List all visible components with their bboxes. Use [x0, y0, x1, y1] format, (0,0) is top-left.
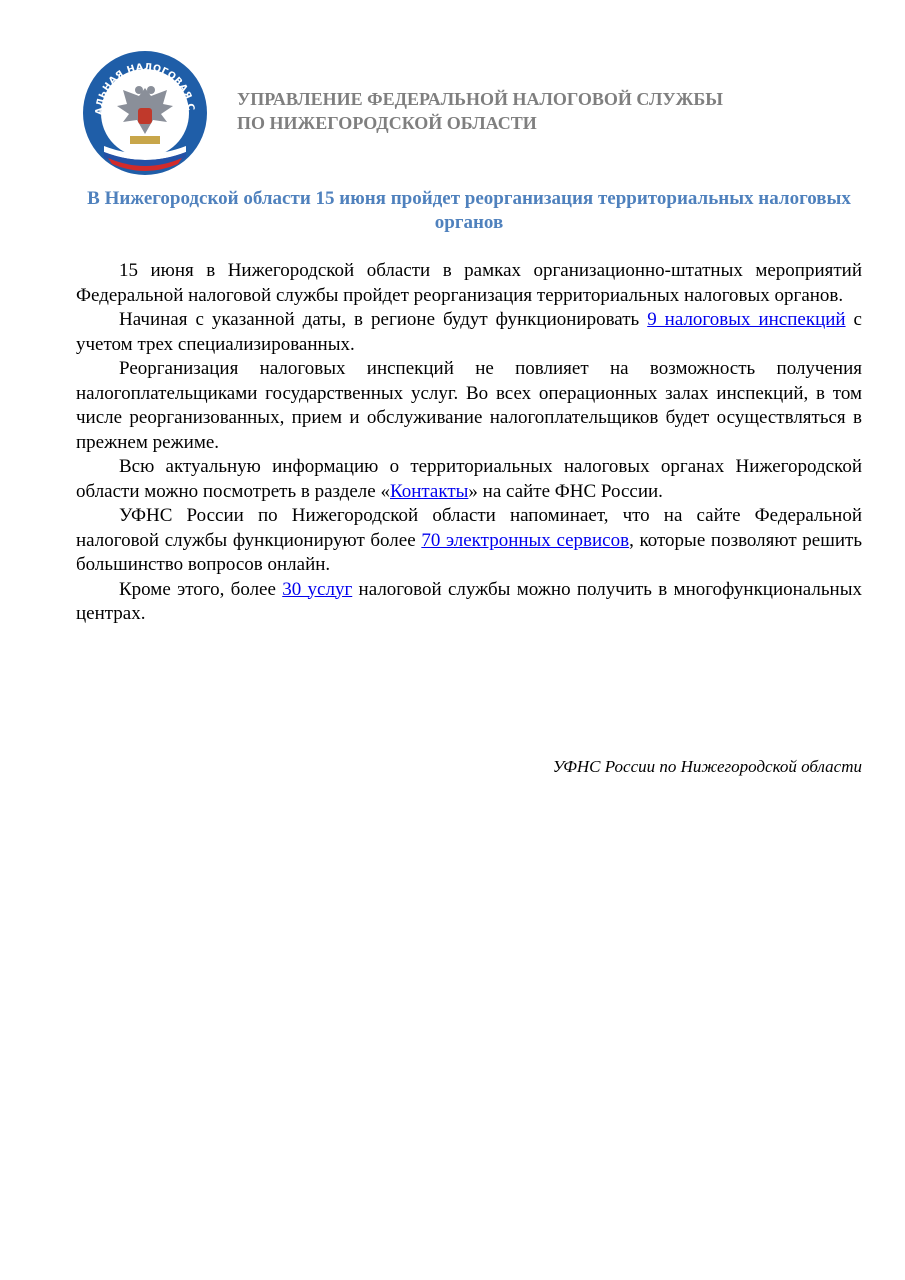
paragraph-6-text: Кроме этого, более [119, 578, 283, 600]
signature: УФНС России по Нижегородской области [552, 757, 862, 776]
paragraph-1: 15 июня в Нижегородской области в рамках организационно-штатных мероприятий Федеральной налоговой службы пройдет реорганизация территориальных налоговых органов. [76, 260, 862, 306]
paragraph-4 [76, 455, 862, 504]
services-link[interactable]: 30 услуг [282, 578, 353, 600]
paragraph-5-text-end: , которые позволяют решить большинство вопросов онлайн. [76, 529, 862, 575]
organization-name [237, 87, 723, 135]
e-services-link[interactable]: 70 электронных сервисов [421, 529, 630, 551]
article-body [76, 259, 862, 627]
org-line-2: ПО НИЖЕГОРОДСКОЙ ОБЛАСТИ [237, 113, 537, 133]
paragraph-4-text: Всю актуальную информацию о территориальных налоговых органах Нижегородской области можно посмотреть в разделе « [76, 456, 862, 502]
paragraph-4-text-end: » на сайте ФНС России. [468, 480, 663, 502]
fns-emblem-logo [82, 50, 208, 176]
paragraph-6 [76, 578, 862, 627]
paragraph-2-text-end: с учетом трех специализированных. [76, 309, 862, 355]
emblem-text: АЛЬНАЯ НАЛОГОВАЯ С [93, 61, 197, 116]
contacts-link[interactable]: Контакты [389, 480, 469, 502]
paragraph-5-text: УФНС России по Нижегородской области напоминает, что на сайте Федеральной налоговой службы функционируют более [76, 505, 862, 551]
org-line-1: УПРАВЛЕНИЕ ФЕДЕРАЛЬНОЙ НАЛОГОВОЙ СЛУЖБЫ [237, 89, 723, 109]
paragraph-5 [76, 504, 862, 578]
paragraph-3: Реорганизация налоговых инспекций не повлияет на возможность получения налогоплательщиками государственных услуг. Во всех операционных залах инспекций, в том числе реорганизованных, прием и обслуживание налогоплательщиков будет осуществляться в прежнем режиме. [76, 358, 862, 453]
paragraph-2 [76, 308, 862, 357]
article-title: В Нижегородской области 15 июня пройдет реорганизация территориальных налоговых органов [87, 188, 851, 233]
paragraph-6-text-end: налоговой службы можно получить в многофункциональных центрах. [76, 578, 862, 624]
paragraph-2-text: Начиная с указанной даты, в регионе будут функционировать [119, 309, 648, 330]
inspections-link[interactable]: 9 налоговых инспекций [647, 309, 846, 330]
